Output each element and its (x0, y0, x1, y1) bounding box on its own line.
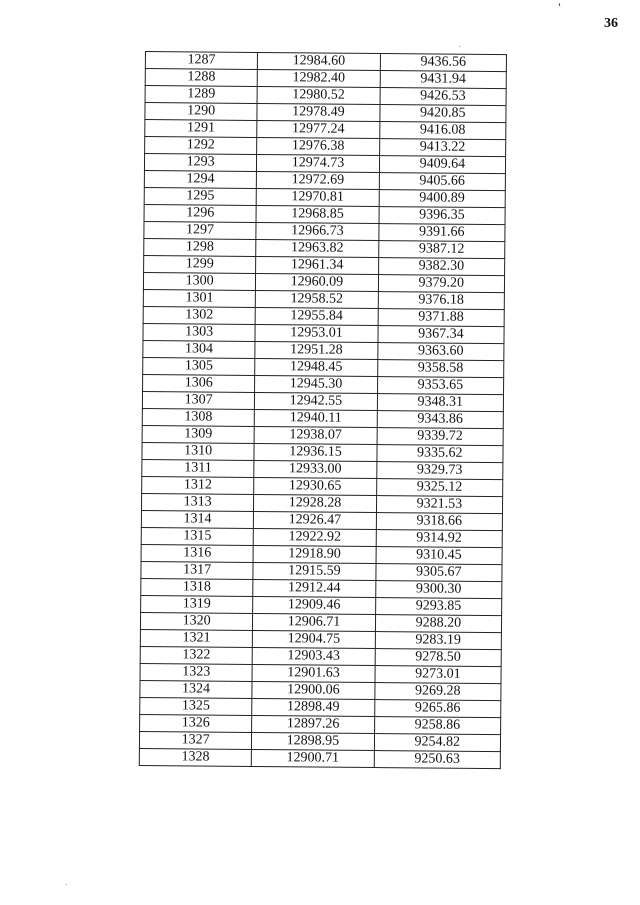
x-coordinate-cell: 12953.01 (255, 324, 378, 342)
y-coordinate-cell: 9413.22 (379, 139, 505, 157)
x-coordinate-cell: 12982.40 (257, 69, 380, 87)
point-id-cell: 1314 (141, 510, 253, 528)
y-coordinate-cell: 9420.85 (380, 105, 506, 123)
y-coordinate-cell: 9387.12 (378, 241, 504, 259)
x-coordinate-cell: 12968.85 (256, 205, 379, 223)
y-coordinate-cell: 9250.63 (374, 751, 500, 769)
x-coordinate-cell: 12972.69 (257, 171, 380, 189)
point-id-cell: 1326 (140, 714, 252, 732)
x-coordinate-cell: 12948.45 (255, 358, 378, 376)
point-id-cell: 1325 (140, 697, 252, 715)
x-coordinate-cell: 12936.15 (254, 443, 377, 461)
x-coordinate-cell: 12945.30 (255, 375, 378, 393)
x-coordinate-cell: 12958.52 (256, 290, 379, 308)
x-coordinate-cell: 12898.95 (252, 732, 375, 750)
x-coordinate-cell: 12960.09 (256, 273, 379, 291)
y-coordinate-cell: 9293.85 (375, 598, 501, 616)
y-coordinate-cell: 9254.82 (374, 734, 500, 752)
point-id-cell: 1324 (140, 680, 252, 698)
point-id-cell: 1287 (145, 52, 257, 70)
point-id-cell: 1310 (142, 442, 254, 460)
y-coordinate-cell: 9409.64 (379, 156, 505, 174)
x-coordinate-cell: 12904.75 (253, 630, 376, 648)
y-coordinate-cell: 9426.53 (380, 88, 506, 106)
page-number: 36 (604, 16, 618, 31)
y-coordinate-cell: 9382.30 (378, 258, 504, 276)
point-id-cell: 1322 (140, 646, 252, 664)
point-id-cell: 1305 (143, 357, 255, 375)
x-coordinate-cell: 12976.38 (257, 137, 380, 155)
point-id-cell: 1316 (141, 544, 253, 562)
point-id-cell: 1298 (144, 238, 256, 256)
point-id-cell: 1300 (143, 272, 255, 290)
x-coordinate-cell: 12922.92 (253, 528, 376, 546)
point-id-cell: 1315 (141, 527, 253, 545)
y-coordinate-cell: 9400.89 (379, 190, 505, 208)
y-coordinate-cell: 9396.35 (379, 207, 505, 225)
x-coordinate-cell: 12978.49 (257, 103, 380, 121)
y-coordinate-cell: 9325.12 (376, 479, 502, 497)
y-coordinate-cell: 9283.19 (375, 632, 501, 650)
x-coordinate-cell: 12970.81 (256, 188, 379, 206)
x-coordinate-cell: 12903.43 (252, 647, 375, 665)
point-id-cell: 1312 (142, 476, 254, 494)
y-coordinate-cell: 9300.30 (375, 581, 501, 599)
x-coordinate-cell: 12977.24 (257, 120, 380, 138)
coordinate-table (139, 51, 507, 769)
point-id-cell: 1296 (144, 204, 256, 222)
y-coordinate-cell: 9353.65 (377, 377, 503, 395)
point-id-cell: 1319 (141, 595, 253, 613)
point-id-cell: 1295 (144, 187, 256, 205)
y-coordinate-cell: 9416.08 (379, 122, 505, 140)
y-coordinate-cell: 9310.45 (376, 547, 502, 565)
y-coordinate-cell: 9321.53 (376, 496, 502, 514)
point-id-cell: 1313 (141, 493, 253, 511)
point-id-cell: 1318 (141, 578, 253, 596)
y-coordinate-cell: 9288.20 (375, 615, 501, 633)
x-coordinate-cell: 12963.82 (256, 239, 379, 257)
point-id-cell: 1323 (140, 663, 252, 681)
y-coordinate-cell: 9265.86 (374, 700, 500, 718)
scan-speck (459, 46, 460, 47)
y-coordinate-cell: 9358.58 (377, 360, 503, 378)
point-id-cell: 1307 (142, 391, 254, 409)
point-id-cell: 1309 (142, 425, 254, 443)
y-coordinate-cell: 9431.94 (380, 71, 506, 89)
point-id-cell: 1293 (144, 154, 256, 172)
x-coordinate-cell: 12915.59 (253, 562, 376, 580)
y-coordinate-cell: 9314.92 (376, 530, 502, 548)
point-id-cell: 1317 (141, 561, 253, 579)
x-coordinate-cell: 12926.47 (254, 511, 377, 529)
table-row (139, 748, 500, 768)
x-coordinate-cell: 12938.07 (254, 426, 377, 444)
point-id-cell: 1302 (143, 306, 255, 324)
y-coordinate-cell: 9273.01 (375, 666, 501, 684)
y-coordinate-cell: 9258.86 (374, 717, 500, 735)
x-coordinate-cell: 12906.71 (253, 613, 376, 631)
y-coordinate-cell: 9339.72 (377, 428, 503, 446)
x-coordinate-cell: 12912.44 (253, 579, 376, 597)
point-id-cell: 1288 (145, 69, 257, 87)
point-id-cell: 1303 (143, 323, 255, 341)
x-coordinate-cell: 12901.63 (252, 664, 375, 682)
x-coordinate-cell: 12980.52 (257, 86, 380, 104)
x-coordinate-cell: 12955.84 (255, 307, 378, 325)
x-coordinate-cell: 12897.26 (252, 715, 375, 733)
point-id-cell: 1328 (139, 748, 251, 766)
y-coordinate-cell: 9348.31 (377, 394, 503, 412)
y-coordinate-cell: 9318.66 (376, 513, 502, 531)
y-coordinate-cell: 9335.62 (377, 445, 503, 463)
point-id-cell: 1320 (140, 612, 252, 630)
point-id-cell: 1294 (144, 170, 256, 188)
x-coordinate-cell: 12984.60 (258, 52, 381, 70)
point-id-cell: 1304 (143, 340, 255, 358)
y-coordinate-cell: 9305.67 (376, 564, 502, 582)
y-coordinate-cell: 9436.56 (380, 54, 506, 72)
point-id-cell: 1308 (142, 408, 254, 426)
point-id-cell: 1321 (140, 629, 252, 647)
x-coordinate-cell: 12942.55 (255, 392, 378, 410)
y-coordinate-cell: 9367.34 (378, 326, 504, 344)
y-coordinate-cell: 9391.66 (379, 224, 505, 242)
point-id-cell: 1306 (143, 374, 255, 392)
y-coordinate-cell: 9343.86 (377, 411, 503, 429)
x-coordinate-cell: 12898.49 (252, 698, 375, 716)
x-coordinate-cell: 12918.90 (253, 545, 376, 563)
x-coordinate-cell: 12930.65 (254, 477, 377, 495)
point-id-cell: 1289 (145, 86, 257, 104)
x-coordinate-cell: 12951.28 (255, 341, 378, 359)
y-coordinate-cell: 9371.88 (378, 309, 504, 327)
point-id-cell: 1292 (145, 137, 257, 155)
tick-mark: ′ (556, 0, 566, 14)
x-coordinate-cell: 12966.73 (256, 222, 379, 240)
x-coordinate-cell: 12933.00 (254, 460, 377, 478)
table-body (139, 52, 506, 769)
x-coordinate-cell: 12940.11 (255, 409, 378, 427)
x-coordinate-cell: 12900.06 (252, 681, 375, 699)
y-coordinate-cell: 9376.18 (378, 292, 504, 310)
point-id-cell: 1291 (145, 120, 257, 138)
scan-speck (66, 884, 67, 885)
y-coordinate-cell: 9278.50 (375, 649, 501, 667)
x-coordinate-cell: 12900.71 (252, 749, 375, 767)
point-id-cell: 1327 (139, 731, 251, 749)
x-coordinate-cell: 12974.73 (257, 154, 380, 172)
y-coordinate-cell: 9329.73 (376, 462, 502, 480)
y-coordinate-cell: 9269.28 (375, 683, 501, 701)
point-id-cell: 1290 (145, 103, 257, 121)
y-coordinate-cell: 9379.20 (378, 275, 504, 293)
x-coordinate-cell: 12928.28 (254, 494, 377, 512)
x-coordinate-cell: 12961.34 (256, 256, 379, 274)
point-id-cell: 1301 (143, 289, 255, 307)
y-coordinate-cell: 9405.66 (379, 173, 505, 191)
y-coordinate-cell: 9363.60 (377, 343, 503, 361)
point-id-cell: 1297 (144, 221, 256, 239)
point-id-cell: 1311 (142, 459, 254, 477)
point-id-cell: 1299 (144, 255, 256, 273)
x-coordinate-cell: 12909.46 (253, 596, 376, 614)
